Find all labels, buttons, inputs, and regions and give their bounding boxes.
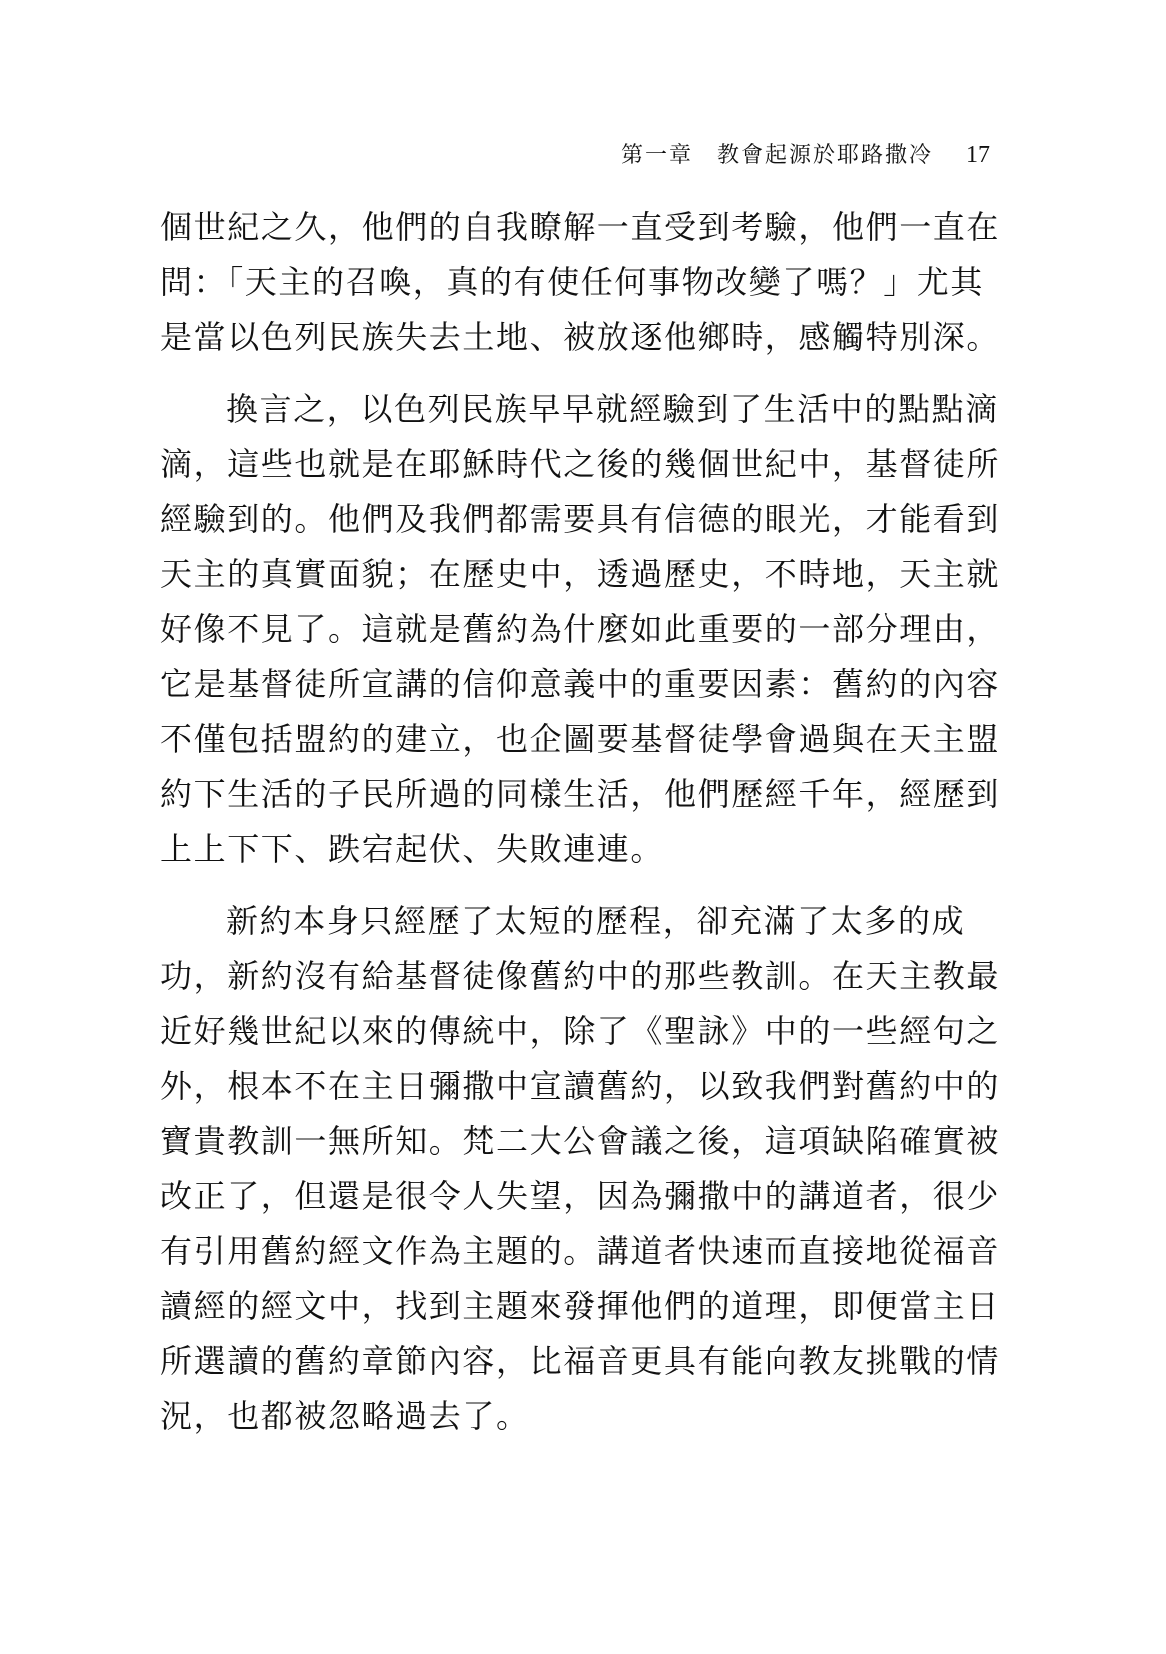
- running-header: [160, 140, 990, 171]
- paragraph-3: [160, 894, 1000, 1444]
- text-line: 它是基督徒所宣講的信仰意義中的重要因素：舊約的內容: [160, 665, 1001, 703]
- paragraph-2: [160, 382, 1000, 877]
- text-line: 寶貴教訓一無所知。梵二大公會議之後，這項缺陷確實被: [160, 1122, 1001, 1160]
- text-line: 經驗到的。他們及我們都需要具有信德的眼光，才能看到: [160, 500, 1001, 538]
- text-line: 外，根本不在主日彌撒中宣讀舊約，以致我們對舊約中的: [160, 1067, 1001, 1105]
- text-line: 是當以色列民族失去土地、被放逐他鄉時，感觸特別深。: [160, 318, 1001, 356]
- text-line: 有引用舊約經文作為主題的。講道者快速而直接地從福音: [160, 1232, 1001, 1270]
- running-title: 第一章 教會起源於耶路撒冷: [620, 143, 933, 168]
- text-line: 功，新約沒有給基督徒像舊約中的那些教訓。在天主教最: [160, 957, 1001, 995]
- paragraph-spacer: [160, 365, 1000, 382]
- paragraph-1: [160, 200, 1000, 365]
- body-text: [160, 200, 1000, 1444]
- text-line: 問：「天主的召喚，真的有使任何事物改變了嗎？」尤其: [160, 263, 985, 301]
- text-line: 滴，這些也就是在耶穌時代之後的幾個世紀中，基督徒所: [160, 445, 1001, 483]
- text-line: 換言之，以色列民族早早就經驗到了生活中的點點滴: [226, 390, 999, 428]
- text-line: 好像不見了。這就是舊約為什麼如此重要的一部分理由，: [160, 610, 1001, 648]
- text-line: 個世紀之久，他們的自我瞭解一直受到考驗，他們一直在: [160, 208, 1001, 246]
- text-line: 改正了，但還是很令人失望，因為彌撒中的講道者，很少: [160, 1177, 1001, 1215]
- text-line: 近好幾世紀以來的傳統中，除了《聖詠》中的一些經句之: [160, 1012, 1001, 1050]
- page-number: 17: [966, 142, 990, 168]
- text-line: 讀經的經文中，找到主題來發揮他們的道理，即便當主日: [160, 1287, 1001, 1325]
- text-line: 所選讀的舊約章節內容，比福音更具有能向教友挑戰的情: [160, 1342, 1001, 1380]
- text-line: 上上下下、跌宕起伏、失敗連連。: [160, 830, 665, 868]
- text-line: 新約本身只經歷了太短的歷程，卻充滿了太多的成: [226, 902, 966, 940]
- text-line: 況，也都被忽略過去了。: [160, 1397, 530, 1435]
- text-line: 約下生活的子民所過的同樣生活，他們歷經千年，經歷到: [160, 775, 1001, 813]
- text-line: 天主的真實面貌；在歷史中，透過歷史，不時地，天主就: [160, 555, 1001, 593]
- text-line: 不僅包括盟約的建立，也企圖要基督徒學會過與在天主盟: [160, 720, 1001, 758]
- paragraph-spacer: [160, 877, 1000, 894]
